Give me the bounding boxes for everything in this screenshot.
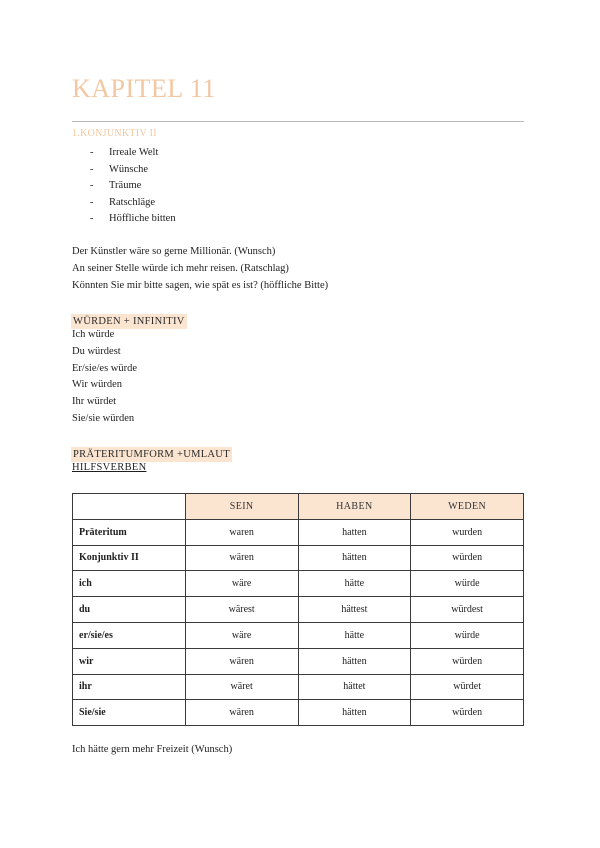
example-sentence: An seiner Stelle würde ich mehr reisen. (Ratschlag) <box>72 262 289 274</box>
table-cell: wärest <box>185 597 298 623</box>
table-row <box>73 648 524 674</box>
list-item <box>90 195 176 212</box>
uses-list <box>90 145 176 228</box>
example-sentence: Der Künstler wäre so gerne Millionär. (Wunsch) <box>72 246 276 257</box>
table-row <box>73 674 524 700</box>
list-item <box>90 211 176 228</box>
conjugation-line: Du würdest <box>72 345 121 357</box>
example-sentence: Könnten Sie mir bitte sagen, wie spät es ist? (höffliche Bitte) <box>72 279 329 291</box>
subheading-hilfsverben: HILFSVERBEN <box>72 462 147 473</box>
row-label: ihr <box>73 674 186 700</box>
table-cell: wären <box>185 545 298 571</box>
wuerden-forms <box>72 327 137 428</box>
row-label: du <box>73 597 186 623</box>
row-label: Konjunktiv II <box>73 545 186 571</box>
row-label: Präteritum <box>73 519 186 545</box>
title-divider <box>72 121 524 122</box>
table-row <box>73 545 524 571</box>
closing-sentence: Ich hätte gern mehr Freizeit (Wunsch) <box>72 744 233 755</box>
dash-marker: - <box>90 213 94 225</box>
conjugation-line: Er/sie/es würde <box>72 362 138 374</box>
column-header: HABEN <box>298 494 411 520</box>
table-cell: würde <box>411 571 524 597</box>
row-label: ich <box>73 571 186 597</box>
page-title: KAPITEL 11 <box>72 74 216 103</box>
table-header-row <box>73 494 524 520</box>
row-label: Sie/sie <box>73 700 186 726</box>
table-cell: hättet <box>298 674 411 700</box>
table-corner-cell <box>73 494 186 520</box>
list-item-text: Träume <box>109 180 142 192</box>
table-cell: wären <box>185 700 298 726</box>
table-cell: wäre <box>185 571 298 597</box>
table-cell: wäre <box>185 622 298 648</box>
conjugation-line: Ich würde <box>72 329 115 340</box>
list-item-text: Wünsche <box>109 163 149 175</box>
table-row <box>73 700 524 726</box>
dash-marker: - <box>90 180 94 192</box>
table-cell: waren <box>185 519 298 545</box>
conjugation-line: Wir würden <box>72 379 123 391</box>
table-cell: hätte <box>298 622 411 648</box>
table-cell: wären <box>185 648 298 674</box>
list-item <box>90 145 176 162</box>
dash-marker: - <box>90 163 94 175</box>
list-item-text: Irreale Welt <box>109 147 159 158</box>
table-cell: würden <box>411 545 524 571</box>
section-heading-konjunktiv: 1.KONJUNKTIV II <box>72 128 157 139</box>
example-sentences <box>72 244 328 294</box>
table-cell: hatten <box>298 519 411 545</box>
table-row <box>73 597 524 623</box>
dash-marker: - <box>90 147 94 158</box>
row-label: er/sie/es <box>73 622 186 648</box>
list-item-text: Höffliche bitten <box>109 213 176 225</box>
table-cell: hättest <box>298 597 411 623</box>
table-cell: würden <box>411 700 524 726</box>
table-cell: hätten <box>298 545 411 571</box>
table-cell: hätten <box>298 648 411 674</box>
table-cell: hätte <box>298 571 411 597</box>
row-label: wir <box>73 648 186 674</box>
section-heading-praeteritum: PRÄTERITUMFORM +UMLAUT <box>73 449 230 460</box>
table-row <box>73 622 524 648</box>
table-row <box>73 519 524 545</box>
table-cell: würdet <box>411 674 524 700</box>
column-header: WEDEN <box>411 494 524 520</box>
table-cell: hätten <box>298 700 411 726</box>
table-row <box>73 571 524 597</box>
table-cell: wurden <box>411 519 524 545</box>
conjugation-line: Ihr würdet <box>72 396 117 408</box>
conjugation-table <box>72 493 524 726</box>
table-cell: wäret <box>185 674 298 700</box>
table-cell: würde <box>411 622 524 648</box>
section-heading-wuerden: WÜRDEN + INFINITIV <box>73 316 185 327</box>
table-cell: würden <box>411 648 524 674</box>
list-item <box>90 162 176 179</box>
conjugation-line: Sie/sie würden <box>72 412 135 424</box>
list-item <box>90 178 176 195</box>
column-header: SEIN <box>185 494 298 520</box>
table-cell: würdest <box>411 597 524 623</box>
dash-marker: - <box>90 196 94 208</box>
list-item-text: Ratschläge <box>109 196 156 208</box>
